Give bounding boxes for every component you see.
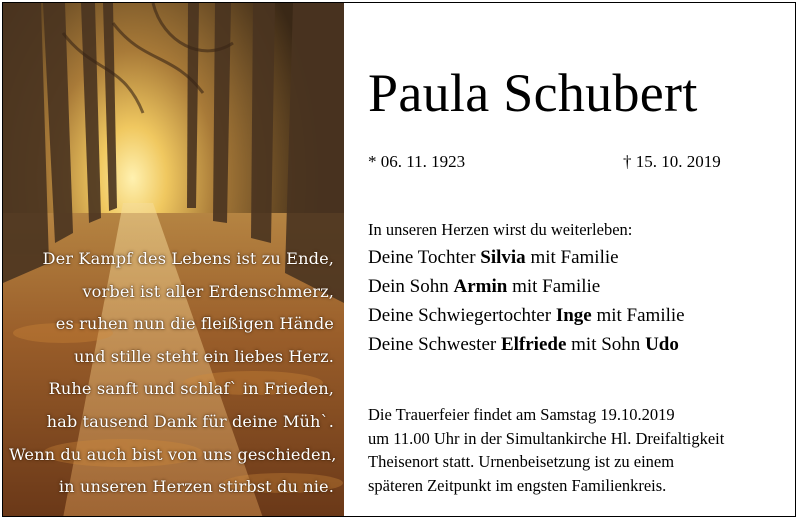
funeral-line: Die Trauerfeier findet am Samstag 19.10.2019 [368, 405, 675, 424]
text-panel [344, 3, 795, 516]
poem-line: es ruhen nun die fleißigen Hände [55, 314, 334, 334]
funeral-line: um 11.00 Uhr in der Simultankirche Hl. Dreifaltigkeit [368, 428, 725, 448]
mourner-line: Dein Sohn Armin mit Familie [368, 276, 601, 297]
mourners-list [368, 243, 685, 359]
poem-line: und stille steht ein liebes Herz. [74, 346, 334, 366]
mourner-name: Udo [645, 334, 679, 355]
mourner-name: Silvia [480, 247, 526, 268]
death-date: † 15. 10. 2019 [623, 152, 721, 171]
poem-line: Wenn du auch bist von uns geschieden, [9, 444, 337, 464]
deceased-name: Paula Schubert [368, 63, 698, 123]
poem-line: Ruhe sanft und schlaf` in Frieden, [48, 379, 334, 399]
poem-line: vorbei ist aller Erdenschmerz, [82, 281, 334, 301]
poem-line: hab tausend Dank für deine Müh`. [46, 411, 334, 431]
mourner-line: Deine Schwiegertochter Inge mit Familie [368, 305, 685, 326]
poem-line: in unseren Herzen stirbst du nie. [58, 477, 334, 497]
poem [9, 243, 337, 504]
forest-path-photo [3, 3, 344, 516]
mourner-name: Inge [555, 305, 592, 326]
funeral-notice [368, 403, 724, 497]
mourner-name: Elfriede [500, 334, 567, 355]
mourners-intro: In unseren Herzen wirst du weiterleben: [368, 220, 633, 239]
birth-date: * 06. 11. 1923 [368, 152, 466, 171]
obituary-card [2, 2, 796, 517]
funeral-line: späteren Zeitpunkt im engsten Familienkreis. [368, 475, 667, 495]
funeral-line: Theisenort statt. Urnenbeisetzung ist zu einem [368, 452, 675, 471]
mourner-name: Armin [453, 276, 508, 297]
poem-line: Der Kampf des Lebens ist zu Ende, [42, 249, 334, 268]
mourner-line: Deine Tochter Silvia mit Familie [368, 247, 619, 268]
mourner-line: Deine Schwester Elfriede mit Sohn Udo [368, 334, 679, 355]
